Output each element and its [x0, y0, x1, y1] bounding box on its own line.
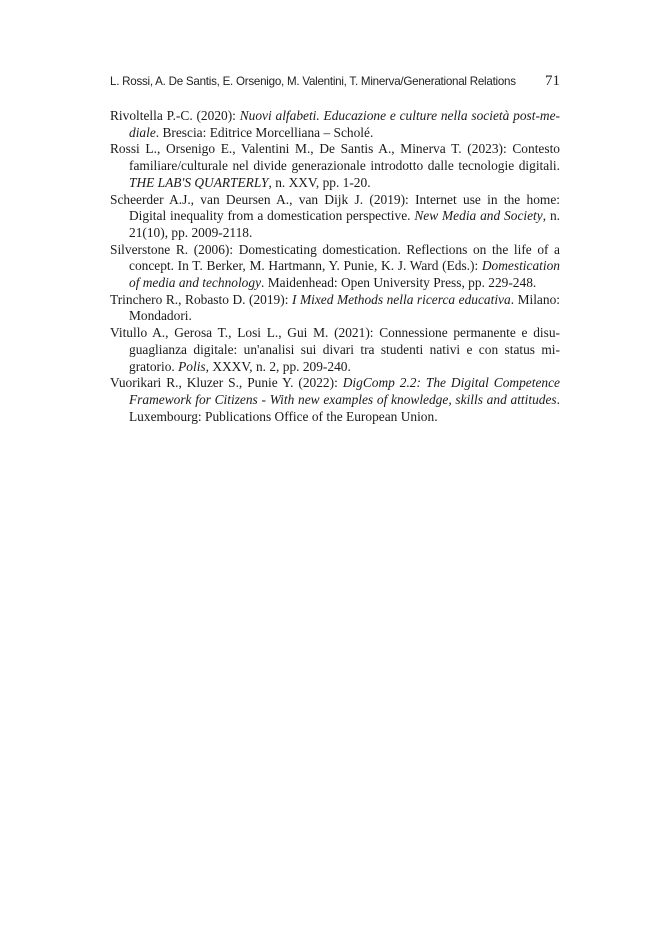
reference-source: , n. XXV, pp. 1-20.: [268, 174, 371, 190]
reference-text: Scheerder A.J., van Deursen A., van Dijk J. (2019): Internet use in the home: Digital inequality from a domestication perspective.: [110, 191, 560, 224]
reference-source: , XXXV, n. 2, pp. 209-240.: [205, 358, 351, 374]
reference-text: Vitullo A., Gerosa T., Losi L., Gui M. (2021): Connessione permanente e disuguaglianza digitale: un'analisi sui divari tra studenti nativi e con status migratorio.: [110, 325, 560, 374]
reference-text: Trinchero R., Robasto D. (2019):: [110, 291, 292, 307]
reference-source: . Maidenhead: Open University Press, pp. 229-248.: [261, 275, 537, 291]
reference-list: [110, 108, 560, 425]
page-number: 71: [545, 73, 560, 89]
running-head: [110, 73, 560, 90]
reference-text: Rossi L., Orsenigo E., Valentini M., De Santis A., Minerva T. (2023): Contesto familiare/culturale nel divide generazionale introdotto dalle tecnologie digitali.: [110, 141, 560, 174]
reference-text: Vuorikari R., Kluzer S., Punie Y. (2022):: [110, 375, 343, 391]
reference-text: Silverstone R. (2006): Domesticating domestication. Reflections on the life of a concept. In T. Berker, M. Hartmann, Y. Punie, K. J. Ward (Eds.):: [110, 241, 560, 274]
reference-source: . Brescia: Editrice Morcelliana – Scholé.: [155, 124, 374, 140]
reference-title: Nuovi alfabeti. Educazione e culture nella società post-mediale: [129, 108, 560, 140]
reference-source: . Luxembourg: Publications Office of the European Union.: [129, 391, 560, 424]
reference-source: , n. 21(10), pp. 2009-2118.: [129, 208, 560, 240]
reference-source: . Milano: Mondadori.: [129, 291, 560, 324]
reference-item: [110, 242, 560, 292]
reference-title: Domestication of media and technology: [129, 258, 560, 291]
reference-item: [110, 108, 560, 141]
reference-title: Polis: [178, 358, 206, 374]
reference-item: [110, 325, 560, 375]
running-head-title: L. Rossi, A. De Santis, E. Orsenigo, M. Valentini, T. Minerva/Generational Relations: [110, 75, 516, 88]
reference-item: [110, 192, 560, 242]
reference-title: I Mixed Methods nella ricerca educativa: [291, 291, 511, 307]
reference-item: [110, 292, 560, 325]
reference-title: THE LAB'S QUARTERLY: [129, 174, 269, 190]
reference-item: [110, 141, 560, 191]
reference-text: Rivoltella P.-C. (2020):: [110, 108, 240, 123]
reference-item: [110, 375, 560, 425]
reference-title: DigComp 2.2: The Digital Competence Framework for Citizens - With new examples of knowledge, skills and attitudes: [129, 375, 560, 407]
reference-title: New Media and Society: [414, 208, 543, 224]
